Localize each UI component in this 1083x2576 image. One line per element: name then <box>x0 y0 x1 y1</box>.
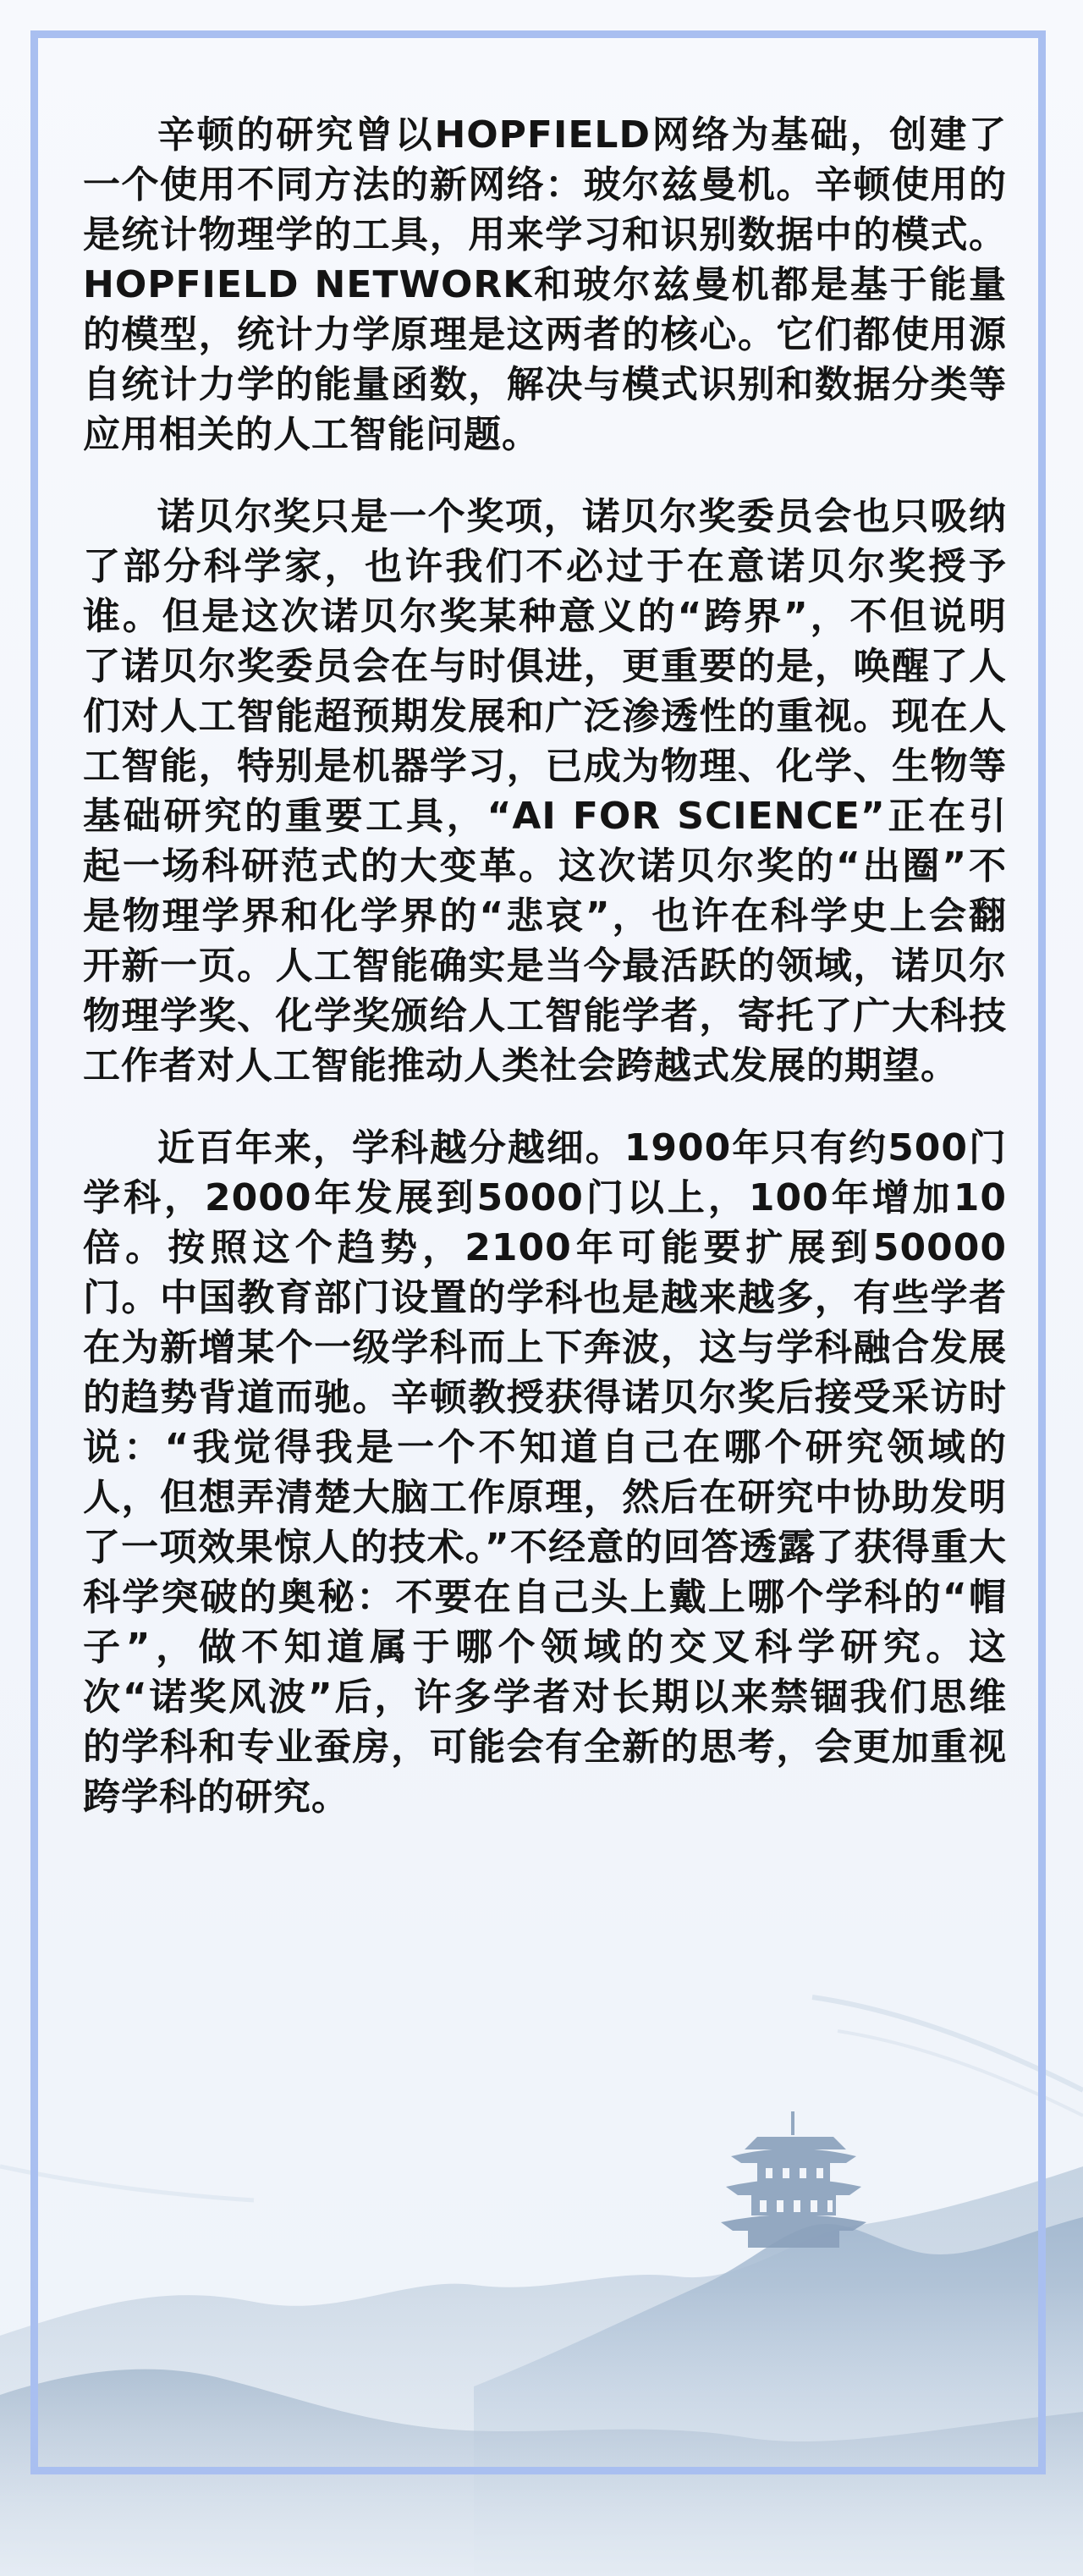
article-body <box>83 110 1007 1854</box>
paragraph-nobel-crossover: 诺贝尔奖只是一个奖项，诺贝尔奖委员会也只吸纳了部分科学家，也许我们不必过于在意诺贝尔奖授予谁。但是这次诺贝尔奖某种意义的“跨界”，不但说明了诺贝尔奖委员会在与时俱进，更重要的是，唤醒了人们对人工智能超预期发展和广泛渗透性的重视。现在人工智能，特别是机器学习，已成为物理、化学、生物等基础研究的重要工具，“AI FOR SCIENCE”正在引起一场科研范式的大变革。这次诺贝尔奖的“出圈”不是物理学界和化学界的“悲哀”，也许在科学史上会翻开新一页。人工智能确实是当今最活跃的领域，诺贝尔物理学奖、化学奖颁给人工智能学者，寄托了广大科技工作者对人工智能推动人类社会跨越式发展的期望。 <box>83 495 1007 1087</box>
paragraph-interdisciplinary: 近百年来，学科越分越细。1900年只有约500门学科，2000年发展到5000门以上，100年增加10倍。按照这个趋势，2100年可能要扩展到50000门。中国教育部门设置的学科也是越来越多，有些学者在为新增某个一级学科而上下奔波，这与学科融合发展的趋势背道而驰。辛顿教授获得诺贝尔奖后接受采访时说：“我觉得我是一个不知道自己在哪个研究领域的人，但想弄清楚大脑工作原理，然后在研究中协助发明了一项效果惊人的技术。”不经意的回答透露了获得重大科学突破的奥秘：不要在自己头上戴上哪个学科的“帽子”，做不知道属于哪个领域的交叉科学研究。这次“诺奖风波”后，许多学者对长期以来禁锢我们思维的学科和专业蚕房，可能会有全新的思考，会更加重视跨学科的研究。 <box>83 1126 1007 1819</box>
paragraph-hinton-boltzmann: 辛顿的研究曾以HOPFIELD网络为基础，创建了一个使用不同方法的新网络：玻尔兹曼机。辛顿使用的是统计物理学的工具，用来学习和识别数据中的模式。HOPFIELD NETWORK和玻尔兹曼机都是基于能量的模型，统计力学原理是这两者的核心。它们都使用源自统计力学的能量函数，解决与模式识别和数据分类等应用相关的人工智能问题。 <box>83 113 1007 456</box>
